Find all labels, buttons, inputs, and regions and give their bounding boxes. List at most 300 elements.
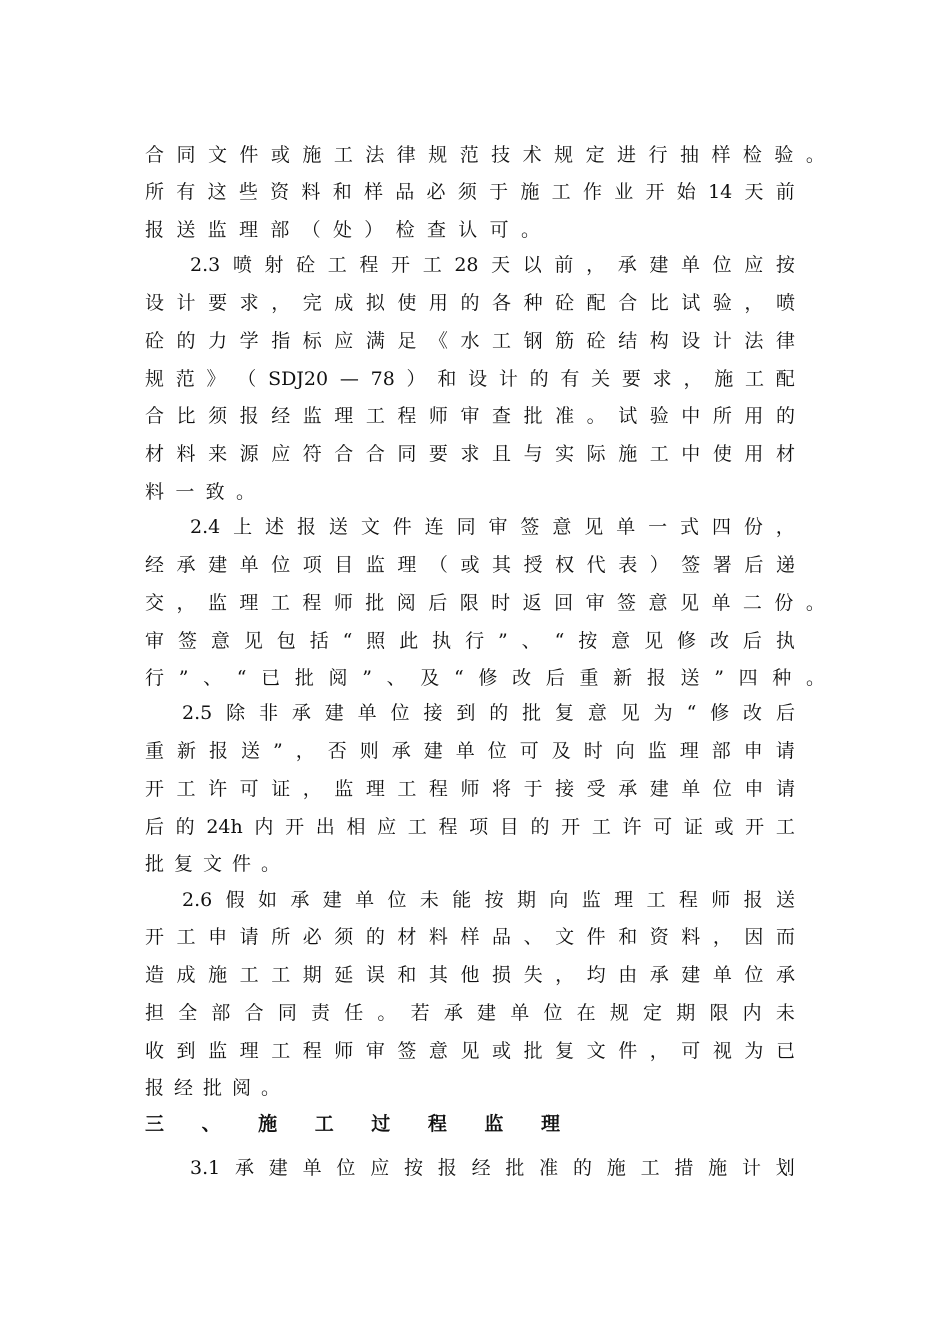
text-char: 批	[365, 592, 385, 614]
text-char: 天	[491, 254, 511, 276]
text-char: ）	[406, 368, 426, 390]
text-char: 要	[428, 443, 448, 465]
text-char: 承	[443, 1002, 463, 1024]
text-line-18	[145, 774, 795, 804]
text-char: “	[342, 630, 353, 652]
text-char: 单	[302, 1157, 322, 1179]
text-char: 。	[377, 1002, 397, 1024]
text-char: 成	[334, 292, 354, 314]
text-char: 承	[176, 554, 196, 576]
text-char: 料	[176, 443, 196, 465]
heading-char: 、	[201, 1113, 221, 1135]
text-char: 处	[332, 219, 352, 241]
text-line-4	[190, 250, 795, 280]
text-line-13	[145, 588, 825, 618]
text-char: 。	[260, 1077, 280, 1099]
text-char: 报	[145, 219, 165, 241]
text-char: 师	[428, 405, 448, 427]
text-char: 2.5	[182, 702, 213, 724]
text-char: 。	[805, 592, 825, 614]
text-line-21	[182, 885, 795, 915]
text-char: 符	[302, 443, 322, 465]
text-char: 报	[646, 667, 666, 689]
text-char: 报	[296, 516, 316, 538]
text-char: 工	[407, 816, 427, 838]
text-char: 程	[302, 1040, 322, 1062]
text-char: 的	[572, 1157, 592, 1179]
text-char: 改	[512, 667, 532, 689]
text-char: SDJ20	[268, 368, 329, 390]
text-char: 。	[805, 144, 825, 166]
text-char: 有	[560, 368, 580, 390]
text-char: 监	[207, 592, 227, 614]
text-char: 见	[243, 630, 263, 652]
text-char: 源	[239, 443, 259, 465]
text-char: 意	[648, 592, 668, 614]
text-char: 标	[302, 330, 322, 352]
text-char: 位	[712, 254, 732, 276]
text-char: 前	[775, 181, 795, 203]
text-char: 料	[301, 181, 321, 203]
text-char: 使	[712, 443, 732, 465]
text-char: 按	[578, 630, 598, 652]
text-char: 件	[239, 144, 259, 166]
text-char: （	[237, 368, 257, 390]
text-char: 文	[586, 1040, 606, 1062]
text-char: 理	[334, 405, 354, 427]
text-char: 要	[208, 292, 228, 314]
text-char: 程	[678, 889, 698, 911]
text-char: 设	[145, 292, 165, 314]
text-line-15	[145, 663, 825, 693]
text-char: 监	[647, 740, 667, 762]
text-char: 担	[145, 1002, 165, 1024]
text-char: ，	[683, 368, 703, 390]
text-char: 在	[576, 1002, 596, 1024]
text-line-20	[145, 849, 280, 879]
text-char: 后	[428, 592, 448, 614]
text-line-16	[182, 698, 795, 728]
text-char: 于	[523, 778, 543, 800]
text-char: 内	[742, 1002, 762, 1024]
text-char: 实	[555, 443, 575, 465]
text-char: 开	[561, 816, 581, 838]
text-line-9	[145, 439, 795, 469]
text-line-25	[145, 1036, 795, 1066]
text-char: 能	[452, 889, 472, 911]
text-char: 。	[260, 853, 280, 875]
text-char: 这	[207, 181, 227, 203]
text-char: 单	[712, 964, 732, 986]
text-char: 向	[615, 740, 635, 762]
text-char: 程	[397, 405, 417, 427]
text-char: 建	[477, 1002, 497, 1024]
text-char: ，	[744, 292, 764, 314]
text-char: 部	[270, 219, 290, 241]
text-char: 规	[428, 144, 448, 166]
text-char: 资	[270, 181, 290, 203]
text-char: 签	[397, 1040, 417, 1062]
text-char: 请	[775, 778, 795, 800]
text-char: 单	[711, 592, 731, 614]
text-char: 延	[334, 964, 354, 986]
text-char: 均	[586, 964, 606, 986]
text-char: 改	[743, 702, 763, 724]
text-char: 成	[176, 964, 196, 986]
text-char: 满	[365, 330, 385, 352]
text-char: 件	[586, 926, 606, 948]
text-char: 求	[239, 292, 259, 314]
text-char: 送	[680, 667, 700, 689]
text-char: 配	[586, 292, 606, 314]
text-char: 须	[208, 405, 228, 427]
text-char: 工	[271, 964, 291, 986]
text-char: 署	[712, 554, 732, 576]
text-char: 权	[555, 554, 575, 576]
text-char: 结	[618, 330, 638, 352]
text-char: 工	[270, 592, 290, 614]
text-char: 造	[145, 964, 165, 986]
text-char: 建	[649, 778, 669, 800]
text-char: 施	[714, 368, 734, 390]
text-char: 程	[438, 816, 458, 838]
text-char: 按	[484, 889, 504, 911]
text-char: 建	[208, 554, 228, 576]
text-char: 一	[175, 481, 195, 503]
text-char: 到	[176, 1040, 196, 1062]
text-char: 份	[743, 516, 763, 538]
text-char: 请	[239, 926, 259, 948]
text-char: 由	[618, 964, 638, 986]
text-char: 证	[271, 778, 291, 800]
text-char: 砼	[555, 292, 575, 314]
text-char: 规	[609, 1002, 629, 1024]
text-char: 后	[145, 816, 165, 838]
text-char: 或	[270, 144, 290, 166]
text-char: 未	[775, 1002, 795, 1024]
text-char: 位	[543, 1002, 563, 1024]
text-char: 样	[363, 181, 383, 203]
text-char: 出	[315, 816, 335, 838]
text-char: 意	[210, 630, 230, 652]
text-char: 射	[264, 254, 284, 276]
text-char: 行	[648, 144, 668, 166]
text-char: 监	[365, 554, 385, 576]
text-char: 建	[423, 740, 443, 762]
text-char: 代	[586, 554, 606, 576]
text-char: 2.3	[190, 254, 221, 276]
text-char: 受	[586, 778, 606, 800]
text-char: 证	[683, 816, 703, 838]
text-char: 见	[644, 630, 664, 652]
text-char: 见	[679, 592, 699, 614]
text-char: 上	[233, 516, 253, 538]
text-char: 抽	[679, 144, 699, 166]
text-char: 工	[397, 778, 417, 800]
text-char: 修	[478, 667, 498, 689]
text-char: 理	[238, 219, 258, 241]
text-char: 已	[261, 667, 281, 689]
text-char: ，	[775, 516, 795, 538]
text-char: 施	[302, 144, 322, 166]
text-char: 授	[523, 554, 543, 576]
text-char: 计	[176, 292, 196, 314]
text-char: 及	[420, 667, 440, 689]
text-char: 单	[455, 740, 475, 762]
text-char: 和	[332, 181, 352, 203]
text-char: 配	[775, 368, 795, 390]
text-char: （	[301, 219, 321, 241]
text-char: 经	[271, 405, 291, 427]
text-char: 、	[523, 926, 543, 948]
text-char: 品	[395, 181, 415, 203]
text-char: 试	[681, 292, 701, 314]
text-char: 资	[649, 926, 669, 948]
text-char: 构	[649, 330, 669, 352]
text-char: 。	[586, 405, 606, 427]
text-char: 验	[649, 405, 669, 427]
text-char: 执	[775, 630, 795, 652]
text-char: 审	[365, 1040, 385, 1062]
text-char: ”	[362, 667, 372, 689]
text-char: “	[554, 630, 565, 652]
text-char: 见	[584, 516, 604, 538]
text-char: 按	[403, 1157, 423, 1179]
text-char: 须	[334, 926, 354, 948]
text-char: 合	[334, 443, 354, 465]
text-char: 使	[397, 292, 417, 314]
text-char: 设	[681, 330, 701, 352]
text-char: 改	[709, 630, 729, 652]
text-char: 所	[145, 181, 165, 203]
text-char: 按	[775, 254, 795, 276]
text-char: 报	[437, 1157, 457, 1179]
text-char: 非	[258, 702, 278, 724]
text-char: ，	[271, 292, 291, 314]
text-char: 喷	[232, 254, 252, 276]
text-char: 比	[649, 292, 669, 314]
text-line-24	[145, 998, 795, 1028]
text-char: 工	[333, 144, 353, 166]
text-char: 与	[523, 443, 543, 465]
text-char: 可	[239, 778, 259, 800]
text-char: 计	[498, 368, 518, 390]
text-char: 报	[145, 1077, 165, 1099]
text-char: 的	[529, 368, 549, 390]
text-char: 施	[708, 1157, 728, 1179]
text-char: ，	[586, 254, 606, 276]
text-char: 理	[365, 778, 385, 800]
text-char: 单	[616, 516, 636, 538]
text-char: 申	[744, 778, 764, 800]
text-char: 承	[391, 740, 411, 762]
text-char: 全	[178, 1002, 198, 1024]
text-char: 完	[302, 292, 322, 314]
text-char: 重	[579, 667, 599, 689]
text-char: 必	[302, 926, 322, 948]
text-char: ”	[273, 740, 283, 762]
text-char: 工	[775, 816, 795, 838]
text-char: 意	[552, 516, 572, 538]
text-char: 阅	[396, 592, 416, 614]
text-char: 重	[145, 740, 165, 762]
text-char: 为	[653, 702, 673, 724]
text-char: 相	[346, 816, 366, 838]
text-char: 式	[680, 516, 700, 538]
text-char: 定	[585, 144, 605, 166]
text-char: 检	[742, 144, 762, 166]
text-char: 位	[387, 889, 407, 911]
text-char: 失	[523, 964, 543, 986]
text-char: 合	[365, 443, 385, 465]
text-char: 则	[359, 740, 379, 762]
text-char: 。	[805, 667, 825, 689]
text-char: 建	[322, 889, 342, 911]
text-char: 文	[202, 853, 222, 875]
text-char: 种	[772, 667, 792, 689]
text-line-12	[145, 550, 795, 580]
text-char: 位	[744, 964, 764, 986]
heading-char: 三	[145, 1113, 165, 1135]
text-char: 行	[465, 630, 485, 652]
text-char: 理	[239, 1040, 259, 1062]
text-char: 审	[460, 405, 480, 427]
text-char: 目	[334, 554, 354, 576]
text-char: 申	[208, 926, 228, 948]
text-char: 任	[344, 1002, 364, 1024]
text-line-5	[145, 288, 795, 318]
text-char: 位	[390, 702, 410, 724]
text-char: 或	[492, 1040, 512, 1062]
text-char: 监	[302, 405, 322, 427]
text-char: 后	[742, 630, 762, 652]
text-char: 后	[545, 667, 565, 689]
text-char: 同	[176, 144, 196, 166]
text-char: 验	[774, 144, 794, 166]
text-char: 单	[680, 254, 700, 276]
text-char: 工	[365, 405, 385, 427]
text-char: 申	[743, 740, 763, 762]
text-char: 因	[744, 926, 764, 948]
text-char: 目	[499, 816, 519, 838]
text-char: 程	[302, 592, 322, 614]
text-char: 连	[424, 516, 444, 538]
text-char: 或	[714, 816, 734, 838]
text-char: 的	[489, 702, 509, 724]
text-char: 除	[226, 702, 246, 724]
text-line-14	[145, 626, 795, 656]
text-char: 修	[677, 630, 697, 652]
text-char: 应	[370, 1157, 390, 1179]
text-char: 此	[399, 630, 419, 652]
text-char: 准	[555, 405, 575, 427]
text-char: 施	[520, 181, 540, 203]
text-line-10	[145, 477, 255, 507]
text-char: 同	[277, 1002, 297, 1024]
text-char: 料	[681, 926, 701, 948]
text-char: 筋	[555, 330, 575, 352]
text-char: 必	[426, 181, 446, 203]
text-char: ，	[712, 926, 732, 948]
text-char: 工	[744, 368, 764, 390]
text-char: 查	[492, 405, 512, 427]
text-char: 工	[239, 964, 259, 986]
text-char: 批	[202, 1077, 222, 1099]
text-char: 工	[649, 443, 669, 465]
text-line-1	[145, 140, 825, 170]
text-char: 且	[492, 443, 512, 465]
text-char: 回	[554, 592, 574, 614]
text-line-23	[145, 960, 795, 990]
heading-char: 工	[314, 1113, 334, 1135]
text-char: 技	[491, 144, 511, 166]
text-char: 于	[489, 181, 509, 203]
text-line-28	[190, 1153, 795, 1183]
text-char: 24h	[206, 816, 243, 838]
text-char: 应	[271, 443, 291, 465]
text-char: 施	[208, 964, 228, 986]
text-char: 和	[397, 964, 417, 986]
text-char: 程	[428, 778, 448, 800]
text-char: 项	[469, 816, 489, 838]
text-char: 应	[744, 254, 764, 276]
text-char: 工	[551, 181, 571, 203]
text-char: 返	[522, 592, 542, 614]
text-char: 承	[235, 1157, 255, 1179]
text-char: 材	[145, 443, 165, 465]
text-char: ，	[302, 778, 322, 800]
text-char: 定	[643, 1002, 663, 1024]
text-char: 审	[145, 630, 165, 652]
text-char: 理	[239, 592, 259, 614]
text-char: 他	[460, 964, 480, 986]
text-char: 工	[646, 889, 666, 911]
text-char: 。	[520, 219, 540, 241]
text-char: 程	[359, 254, 379, 276]
text-char: 用	[744, 405, 764, 427]
text-char: 砼	[586, 330, 606, 352]
text-char: 2.6	[182, 889, 213, 911]
text-char: 》	[206, 368, 226, 390]
text-char: 进	[617, 144, 637, 166]
text-char: ，	[295, 740, 315, 762]
text-char: 为	[744, 1040, 764, 1062]
text-char: 报	[239, 405, 259, 427]
text-char: 述	[265, 516, 285, 538]
heading-char: 程	[427, 1113, 447, 1135]
text-char: 损	[492, 964, 512, 986]
text-char: 报	[743, 889, 763, 911]
text-char: 拟	[365, 292, 385, 314]
heading-char: 施	[258, 1113, 278, 1135]
text-char: 表	[618, 554, 638, 576]
text-char: 的	[775, 405, 795, 427]
text-char: 开	[285, 816, 305, 838]
text-char: 时	[491, 592, 511, 614]
text-char: 审	[585, 592, 605, 614]
text-char: 监	[581, 889, 601, 911]
text-char: 单	[510, 1002, 530, 1024]
text-char: ，	[176, 592, 196, 614]
text-char: 监	[207, 219, 227, 241]
text-char: 力	[208, 330, 228, 352]
text-char: 文	[360, 516, 380, 538]
text-char: 际	[586, 443, 606, 465]
text-char: 视	[712, 1040, 732, 1062]
text-char: 批	[523, 405, 543, 427]
text-char: “	[686, 702, 697, 724]
text-char: 须	[457, 181, 477, 203]
